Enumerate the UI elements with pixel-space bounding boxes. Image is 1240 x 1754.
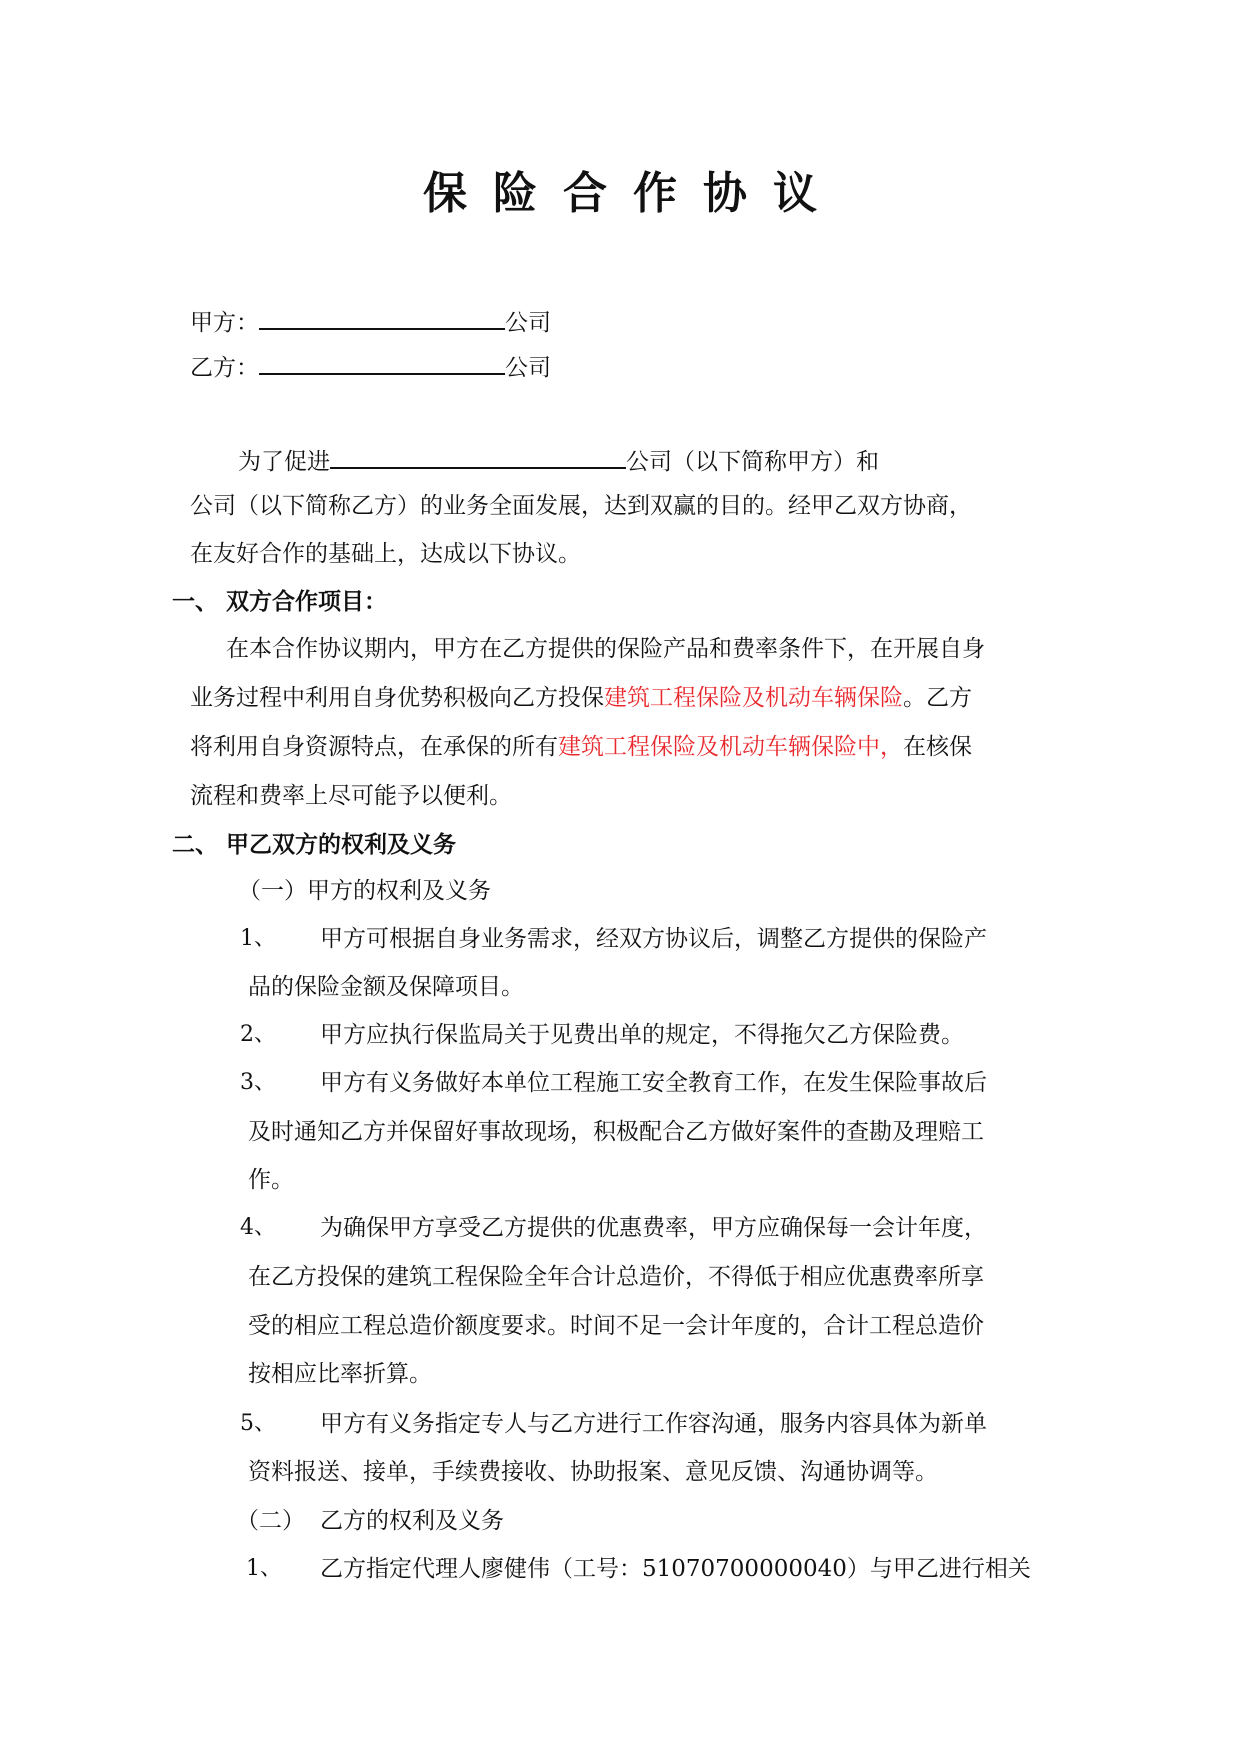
item-3-line-2: 及时通知乙方并保留好事故现场，积极配合乙方做好案件的查勘及理赔工 [248,1119,984,1145]
intro-line-2: 公司（以下简称乙方）的业务全面发展，达到双赢的目的。经甲乙双方协商， [190,493,972,519]
item-4-line-4: 按相应比率折算。 [248,1361,432,1387]
item-number: 4、 [240,1215,276,1240]
s1-highlight: 建筑工程保险及机动车辆保险 [604,685,903,711]
subsection-b-label: （二） [236,1508,305,1534]
item-5-line-1: 甲方有义务指定专人与乙方进行工作容沟通，服务内容具体为新单 [320,1411,987,1437]
document-title: 保险合作协议 [423,168,843,219]
item-number: 1、 [246,1556,282,1581]
intro-line-3: 在友好合作的基础上，达成以下协议。 [190,541,581,567]
item-2-line-1: 甲方应执行保监局关于见费出单的规定，不得拖欠乙方保险费。 [320,1022,964,1048]
party-b-suffix: 公司 [505,355,551,381]
party-a-blank [259,302,505,330]
item-4-line-2: 在乙方投保的建筑工程保险全年合计总造价，不得低于相应优惠费率所享 [248,1264,984,1290]
item-4-line-1: 为确保甲方享受乙方提供的优惠费率，甲方应确保每一会计年度， [320,1215,987,1241]
item-4-line-3: 受的相应工程总造价额度要求。时间不足一会计年度的，合计工程总造价 [248,1313,984,1339]
subsection-a-heading: （一）甲方的权利及义务 [238,878,491,904]
s1-text: 将利用自身资源特点，在承保的所有 [190,734,558,760]
intro-text: 公司（以下简称甲方）和 [626,449,879,475]
party-b-line [190,347,551,385]
s1-highlight: 建筑工程保险及机动车辆保险中， [558,734,903,760]
item-1-line-1: 甲方可根据自身业务需求，经双方协议后，调整乙方提供的保险产 [320,926,987,952]
b-item-1-line-1: 乙方指定代理人廖健伟（工号：51070700000040）与甲乙进行相关 [320,1556,1031,1582]
party-a-line [190,302,551,340]
section-2-heading: 二、 甲乙双方的权利及义务 [172,832,457,858]
item-number: 2、 [240,1022,276,1047]
intro-line-1 [238,441,879,479]
party-b-label: 乙方： [190,355,259,381]
s1-line-1: 在本合作协议期内，甲方在乙方提供的保险产品和费率条件下，在开展自身 [226,636,985,662]
company-blank [330,441,626,469]
item-5-line-2: 资料报送、接单，手续费接收、协助报案、意见反馈、沟通协调等。 [248,1459,938,1485]
item-3-line-3: 作。 [248,1167,294,1193]
party-a-label: 甲方： [190,310,259,336]
intro-text: 为了促进 [238,449,330,475]
item-number: 3、 [240,1070,276,1095]
party-b-blank [259,347,505,375]
s1-text: 业务过程中利用自身优势积极向乙方投保 [190,685,604,711]
item-number: 5、 [240,1411,276,1436]
item-3-line-1: 甲方有义务做好本单位工程施工安全教育工作，在发生保险事故后 [320,1070,987,1096]
s1-line-3 [190,730,972,764]
subsection-b-heading: 乙方的权利及义务 [320,1508,504,1534]
item-1-line-2: 品的保险金额及保障项目。 [248,974,524,1000]
s1-text: 在核保 [903,734,972,760]
s1-line-2 [190,681,972,715]
s1-text: 。乙方 [903,685,972,711]
item-number: 1、 [240,926,276,951]
s1-line-4: 流程和费率上尽可能予以便利。 [190,783,512,809]
party-a-suffix: 公司 [505,310,551,336]
section-1-heading: 一、 双方合作项目： [172,589,388,615]
